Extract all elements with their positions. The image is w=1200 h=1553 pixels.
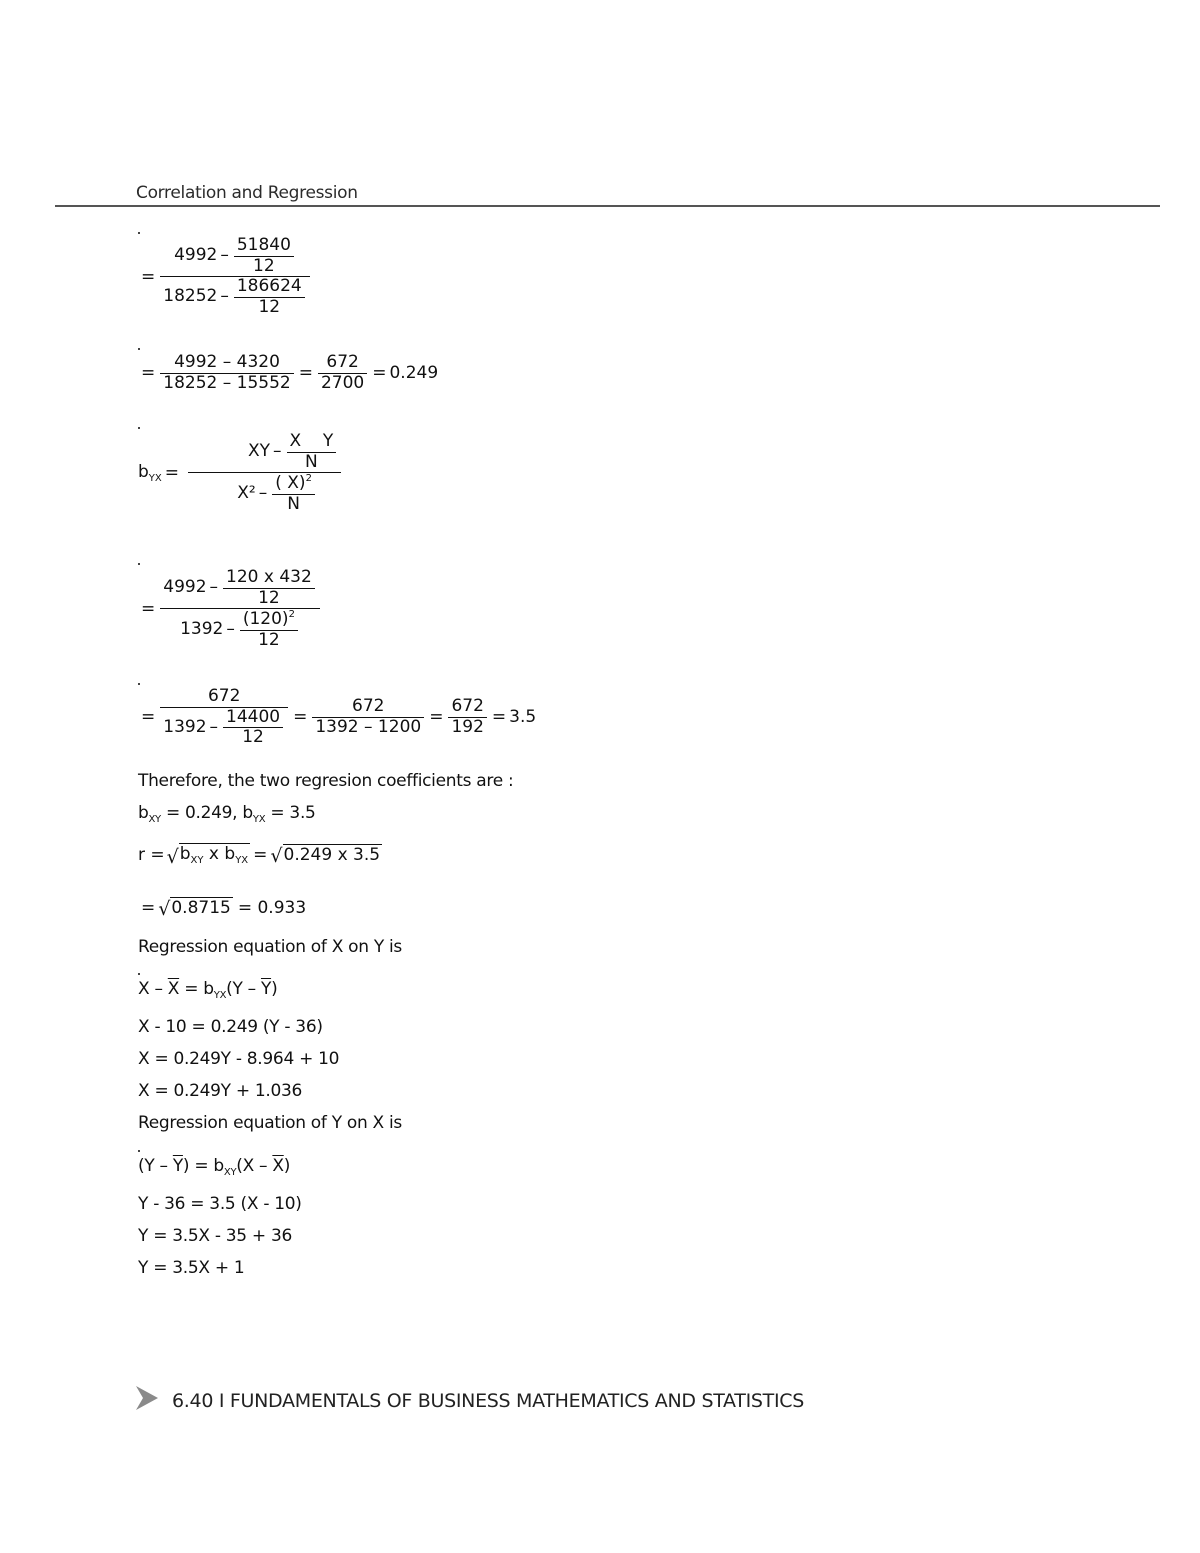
value: 12 — [242, 727, 264, 748]
value: 4992 — [174, 245, 218, 266]
symbol: X² — [237, 482, 256, 503]
bullet-dot — [138, 973, 140, 975]
result-value: = 0.933 — [237, 897, 307, 918]
byx-calc-step1: = 4992 – $\frac{120 x 432}{12}$ 1392 – $\frac{(120)^2}{12}$ — [138, 568, 322, 650]
value: 18252 — [163, 286, 218, 307]
symbol: r = — [138, 844, 165, 865]
chevron-right-icon — [134, 1384, 160, 1417]
value: 186624 — [236, 276, 302, 297]
value: (120) — [242, 609, 289, 630]
equation-line: Y - 36 = 3.5 (X - 10) — [138, 1194, 302, 1214]
value: 672 — [326, 352, 359, 372]
value: 2700 — [320, 372, 365, 393]
symbol: N — [305, 451, 318, 472]
value: 672 — [352, 696, 385, 717]
byx-calc-step2: = 672 1392 – $\frac{14400}{12}$ = $\frac{672}{1392 - 1200}$ = $\frac{672}{192}$ = 3.5 — [141, 686, 537, 748]
header-divider — [55, 205, 1160, 207]
superscript: 2 — [288, 609, 295, 621]
bullet-dot — [138, 348, 140, 350]
symbol: N — [287, 493, 300, 514]
value: 0.249 x 3.5 — [283, 844, 381, 865]
value: 0.8715 — [171, 898, 231, 918]
byx-formula: $b_{YX}$ = XY – $\frac{\text{X Y}}{N}$ X² – $\frac{( X)^2}{N}$ — [138, 432, 343, 514]
footer-text: 6.40 I FUNDAMENTALS OF BUSINESS MATHEMATICS AND STATISTICS — [172, 1389, 804, 1412]
value: 1392 – 1200 — [315, 716, 422, 737]
result-value: 3.5 — [509, 707, 537, 728]
conclusion-text: Therefore, the two regresion coefficients are : — [138, 771, 514, 791]
value: 12 — [253, 255, 275, 276]
value: 672 — [207, 686, 241, 706]
equation-line: X = 0.249Y - 8.964 + 10 — [138, 1049, 340, 1069]
bxy-calc-step1: = 4992 – $\frac{51840}{12}$ 18252 – $\frac{186624}{12}$ — [138, 236, 312, 317]
page-footer — [134, 1384, 804, 1417]
bullet-dot — [138, 683, 140, 685]
r-result: = √ 0.8715 = 0.933 — [141, 897, 307, 920]
value: 4992 – 4320 — [174, 352, 280, 372]
subscript: YX — [148, 473, 162, 485]
section-label: Regression equation of X on Y is — [138, 937, 402, 957]
symbol: ( X) — [275, 473, 306, 494]
bullet-dot — [138, 232, 140, 234]
value: = 0.249, — [165, 803, 238, 823]
value: 14400 — [226, 706, 281, 727]
running-header: Correlation and Regression — [136, 183, 358, 203]
result-value: 0.249 — [389, 363, 439, 384]
equation-line: X - 10 = 0.249 (Y - 36) — [138, 1017, 323, 1037]
equation-line: Y = 3.5X - 35 + 36 — [138, 1226, 292, 1246]
regression-equation-y-on-x: $(Y - \overline{Y}) = b_{XY}(X - \overline{X})$ — [138, 1156, 291, 1178]
symbol: = — [253, 844, 268, 865]
value: 12 — [258, 296, 281, 317]
value: 12 — [258, 587, 280, 608]
section-label: Regression equation of Y on X is — [138, 1113, 402, 1133]
coefficient-values: $b_{XY} = 0.249$, $b_{YX} = 3.5$ — [138, 803, 316, 825]
symbol: X — [289, 431, 302, 451]
bxy-calc-step2: = $\frac{4992 - 4320}{18252 - 15552}$ = $\frac{672}{2700}$ = 0.249 — [141, 352, 439, 393]
bullet-dot — [138, 1150, 140, 1152]
regression-equation-x-on-y: $X - \overline{X} = b_{YX}(Y - \overline{Y})$ — [138, 979, 278, 1001]
value: 51840 — [236, 235, 291, 255]
value: = 3.5 — [270, 803, 316, 823]
value: 12 — [258, 629, 280, 650]
bullet-dot — [138, 427, 140, 429]
value: 1392 — [163, 716, 207, 737]
value: 192 — [451, 716, 484, 737]
symbol: Y — [322, 431, 334, 451]
equation-line: Y = 3.5X + 1 — [138, 1258, 245, 1278]
r-formula: r = √ $b_{XY}$ x $b_{YX}$ = √ 0.249 x 3.5 — [138, 844, 381, 868]
symbol: XY — [248, 441, 271, 462]
value: 4992 — [163, 577, 207, 598]
value: 120 x 432 — [226, 567, 312, 587]
value: 1392 — [180, 618, 224, 639]
symbol: b — [138, 462, 149, 483]
value: 18252 – 15552 — [163, 372, 291, 393]
bullet-dot — [138, 563, 140, 565]
superscript: 2 — [305, 473, 312, 485]
equation-line: X = 0.249Y + 1.036 — [138, 1081, 303, 1101]
value: 672 — [451, 696, 484, 717]
